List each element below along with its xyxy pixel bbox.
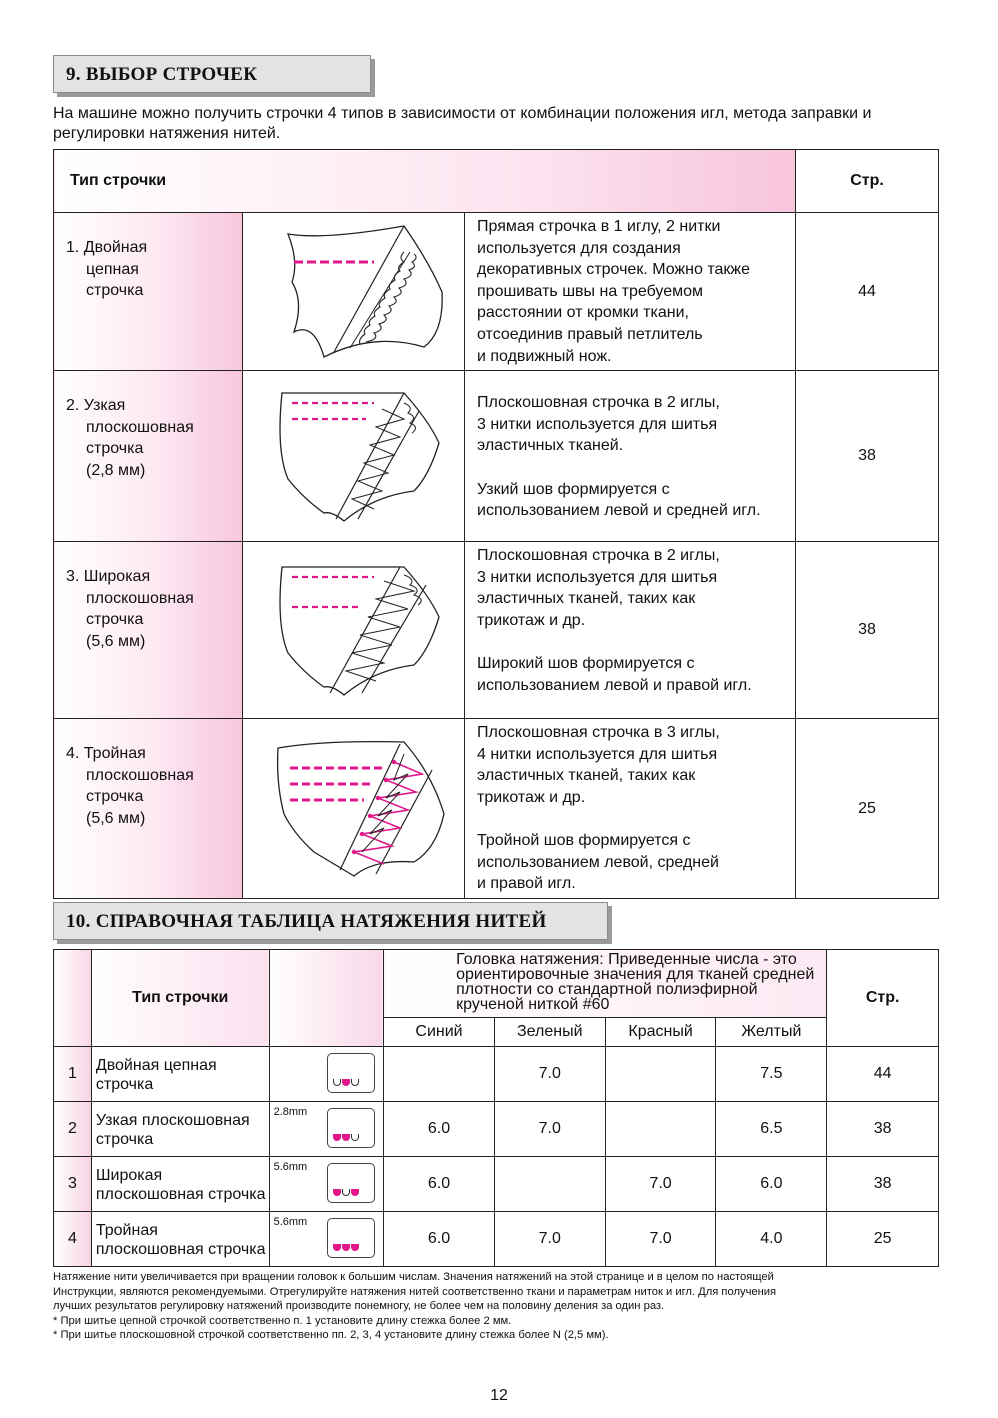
- green-value: [494, 1157, 605, 1212]
- blue-value: 6.0: [384, 1102, 495, 1157]
- header-blue: Синий: [384, 1018, 495, 1047]
- needle-position-icon: [327, 1163, 375, 1203]
- table-header-row: [54, 150, 939, 213]
- header-green: Зеленый: [494, 1018, 605, 1047]
- page-ref: 38: [827, 1157, 939, 1212]
- page-ref: 38: [796, 542, 939, 719]
- thread-tension-table: [53, 949, 939, 1267]
- stitch-illustration: [243, 542, 465, 719]
- section-10-title: 10. СПРАВОЧНАЯ ТАБЛИЦА НАТЯЖЕНИЯ НИТЕЙ: [53, 902, 608, 940]
- row-number: 2: [54, 1102, 92, 1157]
- table-row: [54, 1047, 939, 1102]
- needle-position-icon: [327, 1218, 375, 1258]
- stitch-width: 5.6mm: [273, 1216, 308, 1228]
- table-row: [54, 371, 939, 542]
- stitch-illustration: [243, 719, 465, 899]
- table-row: [54, 1102, 939, 1157]
- stitch-description: Плоскошовная строчка в 2 иглы, 3 нитки используется для шитья эластичных тканей, таких как трикотаж и др. Широкий шов формируется с использованием левой и правой игл.: [465, 542, 796, 719]
- row-number: 4: [54, 1212, 92, 1267]
- stitch-description: Прямая строчка в 1 иглу, 2 нитки используется для создания декоративных строчек. Можно также прошивать швы на требуемом расстоянии от кромки ткани, отсоединив правый петлитель и подвижный нож.: [465, 213, 796, 371]
- needle-position-cell: [269, 1102, 384, 1157]
- header-page: Стр.: [827, 950, 939, 1047]
- table-row: [54, 542, 939, 719]
- green-value: 7.0: [494, 1102, 605, 1157]
- table-row: [54, 213, 939, 371]
- wide-coverstitch-diagram: [254, 555, 454, 705]
- blue-value: [384, 1047, 495, 1102]
- page-ref: 38: [827, 1102, 939, 1157]
- needle-position-cell: [269, 1212, 384, 1267]
- row-number: 3: [54, 1157, 92, 1212]
- triple-coverstitch-diagram: [254, 734, 454, 884]
- blue-value: 6.0: [384, 1157, 495, 1212]
- header-red: Красный: [605, 1018, 716, 1047]
- stitch-name: Тройная плоскошовная строчка: [91, 1212, 269, 1267]
- section-9-title: 9. ВЫБОР СТРОЧЕК: [53, 55, 371, 93]
- yellow-value: 4.0: [716, 1212, 827, 1267]
- intro-text: На машине можно получить строчки 4 типов в зависимости от комбинации положения игл, метода заправки и регулировки натяжения нитей.: [53, 105, 872, 142]
- stitch-description: Плоскошовная строчка в 2 иглы, 3 нитки используется для шитья эластичных тканей. Узкий шов формируется с использованием левой и средней игл.: [465, 371, 796, 542]
- stitch-name: 1. Двойная цепная строчка: [54, 213, 243, 371]
- footnote: Натяжение нити увеличивается при вращении головок к большим числам. Значения натяжений на этой странице и в целом по настоящей Инструкции, являются рекомендуемыми. Отрегулируйте натяжения нитей соответственно ткани и параметрам ниток и игл. Для получения лучших результатов регулировку натяжений производите понемногу, не более чем на половину деления за один раз. * При шитье цепной строчкой соответственно п. 1 установите длину стежка более 2 мм. * При шитье плоскошовной строчкой соответственно пп. 2, 3, 4 установите длину стежка более N (2,5 мм).: [53, 1271, 777, 1342]
- yellow-value: 6.5: [716, 1102, 827, 1157]
- needle-position-cell: [269, 1157, 384, 1212]
- stitch-illustration: [243, 371, 465, 542]
- header-icon-col: [269, 950, 384, 1047]
- needle-position-icon: [327, 1108, 375, 1148]
- page-ref: 25: [827, 1212, 939, 1267]
- header-stitch-type: Тип строчки: [91, 950, 269, 1047]
- red-value: 7.0: [605, 1157, 716, 1212]
- header-page: Стр.: [796, 150, 939, 213]
- green-value: 7.0: [494, 1047, 605, 1102]
- red-value: [605, 1102, 716, 1157]
- narrow-coverstitch-diagram: [254, 381, 454, 531]
- green-value: 7.0: [494, 1212, 605, 1267]
- stitch-name: 4. Тройная плоскошовная строчка (5,6 мм): [54, 719, 243, 899]
- table-row: [54, 1157, 939, 1212]
- stitch-description: Плоскошовная строчка в 3 иглы, 4 нитки используется для шитья эластичных тканей, таких как трикотаж и др. Тройной шов формируется с использованием левой, средней и правой игл.: [465, 719, 796, 899]
- needle-position-icon: [327, 1053, 375, 1093]
- page-number: 12: [490, 1387, 508, 1404]
- page-ref: 25: [796, 719, 939, 899]
- header-yellow: Желтый: [716, 1018, 827, 1047]
- yellow-value: 7.5: [716, 1047, 827, 1102]
- yellow-value: 6.0: [716, 1157, 827, 1212]
- page-ref: 44: [827, 1047, 939, 1102]
- stitch-width: 5.6mm: [273, 1161, 308, 1173]
- table-header-row: [54, 950, 939, 1018]
- stitch-selection-table: [53, 149, 939, 899]
- table-row: [54, 719, 939, 899]
- page-ref: 44: [796, 213, 939, 371]
- red-value: [605, 1047, 716, 1102]
- chain-stitch-diagram: [254, 222, 454, 362]
- header-no: [54, 950, 92, 1047]
- needle-position-cell: [269, 1047, 384, 1102]
- stitch-name: 3. Широкая плоскошовная строчка (5,6 мм): [54, 542, 243, 719]
- page-ref: 38: [796, 371, 939, 542]
- stitch-width: 2.8mm: [273, 1106, 308, 1118]
- stitch-name: Узкая плоскошовная строчка: [91, 1102, 269, 1157]
- stitch-name: Широкая плоскошовная строчка: [91, 1157, 269, 1212]
- table-row: [54, 1212, 939, 1267]
- blue-value: 6.0: [384, 1212, 495, 1267]
- red-value: 7.0: [605, 1212, 716, 1267]
- stitch-illustration: [243, 213, 465, 371]
- row-number: 1: [54, 1047, 92, 1102]
- header-tension-note: Головка натяжения: Приведенные числа - это ориентировочные значения для тканей средней плотности со стандартной полиэфирной крученой ниткой #60: [384, 950, 827, 1018]
- header-stitch-type: Тип строчки: [54, 150, 796, 213]
- stitch-name: Двойная цепная строчка: [91, 1047, 269, 1102]
- stitch-name: 2. Узкая плоскошовная строчка (2,8 мм): [54, 371, 243, 542]
